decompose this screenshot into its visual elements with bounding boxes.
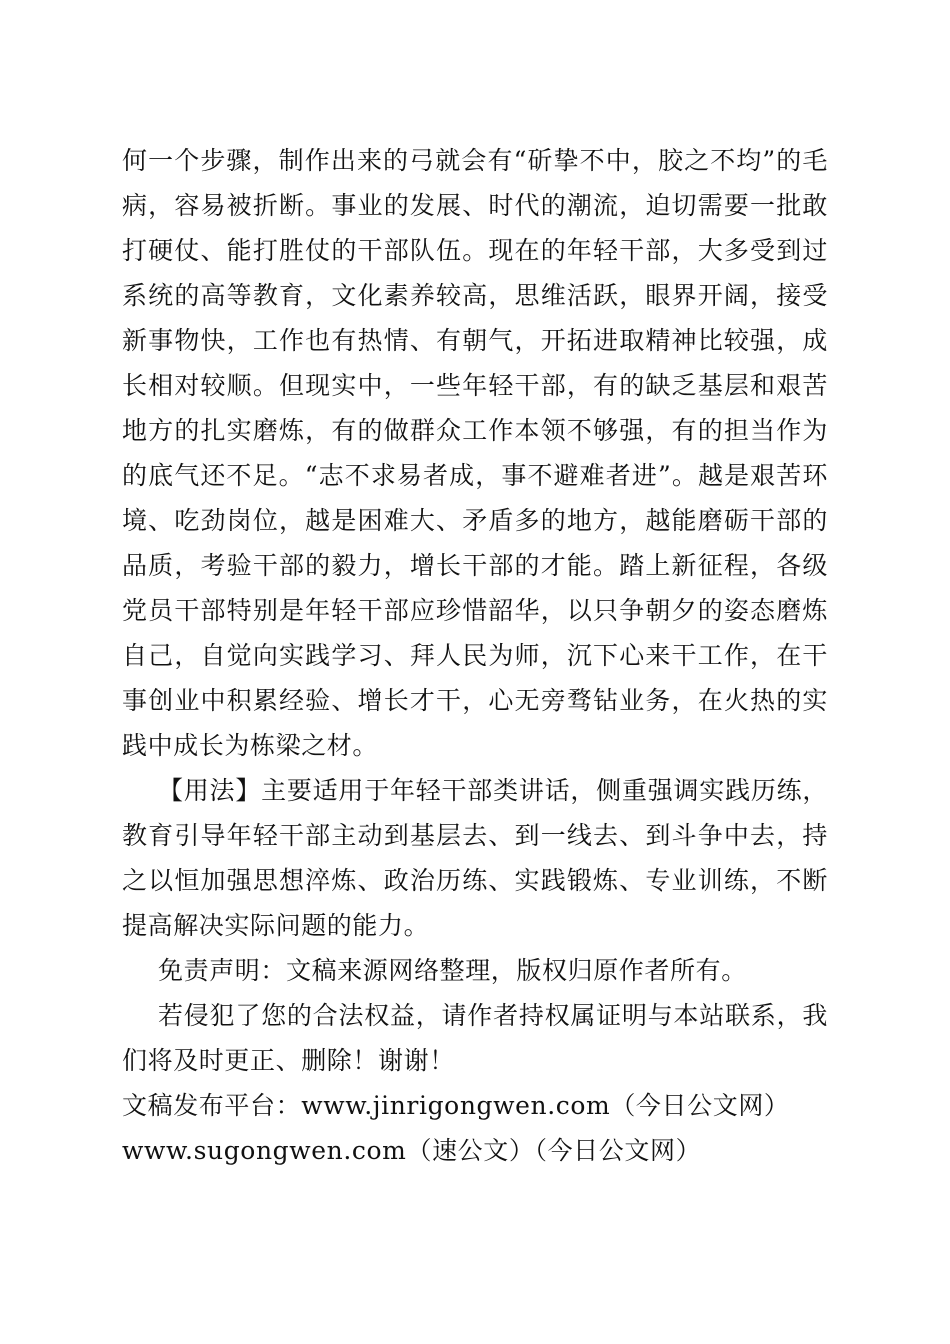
infringement-notice: 若侵犯了您的合法权益，请作者持权属证明与本站联系，我们将及时更正、删除！谢谢！	[122, 1001, 828, 1075]
document-content	[122, 138, 828, 1173]
usage-paragraph: 【用法】主要适用于年轻干部类讲话，侧重强调实践历练，教育引导年轻干部主动到基层去、到一线去、到斗争中去，持之以恒加强思想淬炼、政治历练、实践锻炼、专业训练，不断提高解决实际问题的能力。	[122, 776, 828, 940]
body-paragraph: 何一个步骤，制作出来的弓就会有“斫挚不中，胶之不均”的毛病，容易被折断。事业的发展、时代的潮流，迫切需要一批敢打硬仗、能打胜仗的干部队伍。现在的年轻干部，大多受到过系统的高等教育，文化素养较高，思维活跃，眼界开阔，接受新事物快，工作也有热情、有朝气，开拓进取精神比较强，成长相对较顺。但现实中，一些年轻干部，有的缺乏基层和艰苦地方的扎实磨炼，有的做群众工作本领不够强，有的担当作为的底气还不足。“志不求易者成，事不避难者进”。越是艰苦环境、吃劲岗位，越是困难大、矛盾多的地方，越能磨砺干部的品质，考验干部的毅力，增长干部的才能。踏上新征程，各级党员干部特别是年轻干部应珍惜韶华，以只争朝夕的姿态磨炼自己，自觉向实践学习、拜人民为师，沉下心来干工作，在干事创业中积累经验、增长才干，心无旁骛钻业务，在火热的实践中成长为栋梁之材。	[122, 146, 828, 760]
platform-line: 文稿发布平台：www.jinrigongwen.com（今日公文网）	[122, 1091, 790, 1120]
disclaimer-text: 免责声明：文稿来源网络整理，版权归原作者所有。	[158, 956, 747, 985]
site-line: www.sugongwen.com（速公文）（今日公文网）	[122, 1136, 702, 1165]
